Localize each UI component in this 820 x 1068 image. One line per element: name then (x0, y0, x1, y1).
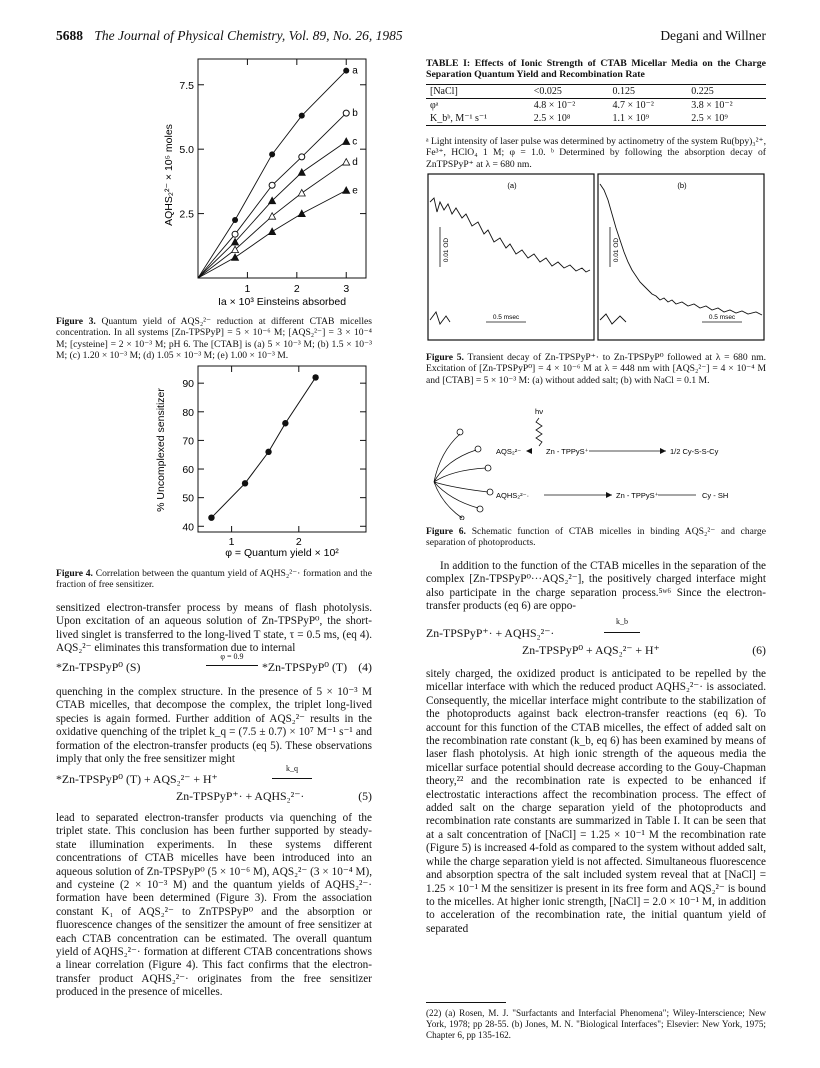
figure3-point-d (343, 159, 350, 166)
eq4-number: (4) (358, 660, 372, 674)
table1-header-cell: <0.025 (533, 86, 562, 97)
table1-title: TABLE I: Effects of Ionic Strength of CTAB Micellar Media on the Charge Separation Quantum Yield and Recombination Rate (426, 58, 766, 81)
figure4-y-tick-label: 80 (182, 406, 194, 419)
table1-cell: 4.7 × 10⁻² (612, 100, 654, 111)
left-body-para3: lead to separated electron-transfer products via quenching of the triplet state. This conclusion has been further supported by steady-state illumination experiments. In these systems different concentrations of CTAB micelles have been introduced into an aqueous solution of Zn-TPSPyP⁰ (5 × 10⁻⁶ M), AQS₂²⁻ (3 × 10⁻⁴ M), and cysteine (2 × 10⁻³ M) and the quantum yields of AQHS₂²⁻· formation have been determined (Figure 3). From the association constant K₁ of AQS₂²⁻ to ZnTPSPyP⁰ and the absorption or fluorescence changes of the sensitizer the amount of free sensitizer at each CTAB concentration can be estimated. The overall quantum yield of AQHS₂²⁻· formation at different CTAB concentrations shows a linear correlation (Figure 4). This fact confirms that the electron-transfer product AQHS₂²⁻· originates from the free sensitizer produced in the presence of micelles. (56, 812, 372, 999)
figure3-y-tick-label: 5.0 (179, 144, 194, 157)
table1 (426, 84, 766, 126)
figure4-point (312, 374, 318, 380)
figure4-caption (56, 568, 372, 591)
figure3-x-label: Ia × 10³ Einsteins absorbed (217, 296, 347, 308)
figure5-panel-a-od-scale: 0.01 OD (443, 237, 450, 263)
figure4-caption-text: Correlation between the quantum yield of AQHS₂²⁻· formation and the fraction of free sensitizer. (56, 568, 372, 591)
table1-header-cell: 0.125 (612, 86, 636, 97)
figure3-curve-a (198, 71, 346, 278)
figure3-curve-c (198, 141, 346, 278)
figure4-x-tick-label: 1 (228, 536, 235, 548)
figure3-point-c (298, 169, 305, 176)
eq6-left: Zn-TPSPyP⁺· + AQHS₂²⁻· (426, 626, 555, 640)
eq4-arrow (206, 665, 258, 666)
figure3-x-tick-label: 2 (293, 283, 300, 295)
figure5-trace-b (600, 184, 762, 315)
figure3-chart (150, 55, 380, 310)
figure5-panel-b (598, 174, 764, 340)
cysteine-label: Cy - SH (702, 491, 729, 500)
figure3-point-a (343, 68, 349, 74)
figure5-panel-b-od-scale: 0.01 OD (613, 237, 620, 263)
half-cystine-label: 1/2 Cy-S-S-Cy (670, 447, 719, 456)
figure3-point-e (343, 187, 350, 194)
figure3-y-tick-label: 2.5 (179, 208, 194, 221)
figure3-frame (198, 59, 366, 278)
footnote-rule (426, 1002, 506, 1003)
figure4-point (282, 420, 288, 426)
figure4-y-tick-label: 60 (182, 464, 194, 477)
figure5-panel-a (428, 174, 594, 340)
figure3-curve-label: b (352, 108, 358, 120)
sensitizer-reduced-label: Zn - TPPyS⁺ (616, 491, 659, 500)
table1-cell: K_bᵇ, M⁻¹ s⁻¹ (430, 113, 488, 124)
eq4-arrow-label: φ = 0.9 (220, 652, 244, 661)
figure5-panel-b-label: (b) (677, 181, 687, 190)
figure4-frame (198, 366, 366, 532)
figure4-fit-line (211, 377, 315, 517)
figure4-y-tick-label: 40 (182, 521, 194, 534)
eq5-number: (5) (358, 789, 372, 803)
figure3-caption-text: Quantum yield of AQS₂²⁻ reduction at different CTAB micelles concentration. In all systems [Zn-TPSPyP] = 5 × 10⁻⁶ M; [AQS₂²⁻] = 3 × 10⁻⁴ M; [cysteine] = 2 × 10⁻³ M; pH 6. The [CTAB] is (a) 5 × 10⁻³ M; (b) 1.5 × 10⁻³ M; (c) 1.20 × 10⁻³ M; (d) 1.05 × 10⁻³ M; (e) 1.00 × 10⁻³ M. (56, 316, 372, 362)
table1-footnote: ᵃ Light intensity of laser pulse was determined by actinometry of the system Ru(bpy)₃²⁺, Fe³⁺, HClO₄ 1 M; φ = 1.0. ᵇ Determined by following the absorption decay of ZnTPSPyP⁺ at λ = 680 nm. (426, 136, 766, 170)
figure3-curve-label: c (352, 136, 358, 148)
equation-5 (56, 764, 372, 806)
light-zigzag-icon (536, 418, 542, 446)
right-body-para2: sitely charged, the oxidized product is anticipated to be repelled by the micellar interface with which the reduced product AQHS₂²⁻· is associated. Consequently, the micellar interface might contribute to the stabilization of the photoproducts against back electron-transfer reactions (eq 6). To account for this function of the CTAB micelles, the effect of added salt on the recombination rate constant (k_b, eq 6) has been examined by means of laser flash photolysis. At high ionic strength of the aqueous media the micellar surface potential should decrease according to the Gouy-Chapman theory,²² and the recombination rate is expected to be enhanced if electrostatic interactions affect the recombination process. The effect of added salt on the charge separation yield of the photoproducts and recombination rate constants are summarized in Table I. It can be seen that at a salt concentration of [NaCl] = 1.25 × 10⁻¹ M the recombination rate (Figure 5) is increased 4-fold as compared to the system without added salt, while the charge separation yield is not affected. Simultaneous fluorescence and absorption spectra of the salt included system reveal that at [NaCl] = 1.25 × 10⁻¹ M the sensitizer is present in its free form and AQS₂²⁻ is bound to the micelles. At higher ionic strength, [NaCl] = 2.0 × 10⁻¹ M, in addition to acceleration of the recombination rate, the initial quantum yield of separated (426, 668, 766, 935)
eq5-arrow (272, 778, 312, 779)
figure4-x-label: φ = Quantum yield × 10² (225, 547, 339, 559)
sensitizer-oxidized-label: Zn - TPPyS⁺ (546, 447, 589, 456)
figure6-caption (426, 526, 766, 549)
aqs-label: AQS₂²⁻ (496, 447, 522, 456)
eq6-arrow (604, 632, 640, 633)
figure3-curve-b (198, 113, 346, 278)
journal-citation: The Journal of Physical Chemistry, Vol. 89, No. 26, 1985 (94, 28, 403, 43)
micelle-fragment (434, 429, 493, 520)
figure3-point-b (269, 182, 275, 188)
figure3-point-e (232, 254, 239, 261)
table1-cell: 1.1 × 10⁹ (612, 113, 650, 124)
figure6-scheme (426, 404, 766, 520)
figure5-caption-label: Figure 5. (426, 352, 464, 363)
figure4-point (242, 480, 248, 486)
table1-header-cell: [NaCl] (430, 86, 458, 97)
figure4-y-tick-label: 90 (182, 378, 194, 391)
table1-cell: 2.5 × 10⁹ (691, 113, 728, 124)
figure3-point-e (269, 228, 276, 235)
figure4-y-label: % Uncomplexed sensitizer (155, 388, 167, 512)
figure3-curve-label: a (352, 65, 358, 77)
figure5-panel-b-time-scale: 0.5 msec (708, 314, 736, 321)
table1-cell: φᵃ (430, 100, 439, 111)
figure4-caption-label: Figure 4. (56, 568, 93, 579)
figure3-point-a (269, 151, 275, 157)
running-header (56, 28, 766, 50)
right-body-para1: In addition to the function of the CTAB micelles in the separation of the complex [Zn-TPSPyP⁰···AQS₂²⁻], the positively charged interface might also participate in the charge separation process.⁵ʷ⁶ Since the electron-transfer products (eq 6) are oppo- (426, 560, 766, 613)
eq5-right: Zn-TPSPyP⁺· + AQHS₂²⁻· (176, 789, 305, 803)
figure4-y-tick-label: 50 (182, 492, 194, 505)
figure3-curve-label: d (352, 157, 358, 169)
table1-row (426, 112, 766, 126)
figure6-caption-label: Figure 6. (426, 526, 466, 537)
figure4-x-tick-label: 2 (295, 536, 302, 548)
figure3-point-e (298, 210, 305, 217)
figure3-point-b (232, 231, 238, 237)
left-body-para2: quenching in the complex structure. In the presence of 5 × 10⁻³ M CTAB micelles, that decompose the complex, the triplet long-lived species is again formed. Further addition of AQS₂²⁻ results in the oxidative quenching of the triplet k_q = (7.5 ± 0.7) × 10⁷ M⁻¹ s⁻¹ and formation of the electron-transfer products (eq 5). These observations imply that only the free sensitizer might (56, 686, 372, 766)
figure3-x-tick-label: 1 (244, 283, 251, 295)
figure4-point (265, 449, 271, 455)
equation-6 (426, 617, 766, 657)
figure3-caption-label: Figure 3. (56, 316, 96, 327)
figure3-point-d (269, 213, 276, 220)
eq6-number: (6) (752, 643, 766, 657)
figure3-point-b (343, 110, 349, 116)
table1-cell: 2.5 × 10⁸ (533, 113, 571, 124)
table1-header-row (426, 85, 766, 99)
figure3-x-tick-label: 3 (343, 283, 350, 295)
eq5-arrow-label: k_q (286, 764, 298, 773)
reference-22: (22) (a) Rosen, M. J. "Surfactants and Interfacial Phenomena"; Wiley-Interscience; New York, 1978; pp 28-55. (b) Jones, M. N. "Biological Interfaces"; Elsevier: New York, 1975; Chapter 6, pp 135-162. (426, 1008, 766, 1040)
figure3-caption (56, 316, 372, 362)
figure5-panel-a-label: (a) (507, 181, 517, 190)
figure5-caption-text: Transient decay of Zn-TPSPyP⁺· to Zn-TPSPyP⁰ followed at λ = 680 nm. Excitation of [Zn-TPSPyP⁰] = 4 × 10⁻⁶ M at λ = 448 nm with [AQS₂²⁻] = 4 × 10⁻⁴ M and [CTAB] = 5 × 10⁻³ M: (a) without added salt; (b) with NaCl = 0.1 M. (426, 352, 766, 386)
figure3-point-d (298, 189, 305, 196)
figure5-traces (426, 172, 766, 344)
figure5-caption (426, 352, 766, 386)
figure3-y-label: AQHS₂²⁻ × 10⁵ moles (163, 124, 175, 226)
left-body-para1: sensitized electron-transfer process by means of flash photolysis. Upon excitation of an aqueous solution of Zn-TPSPyP⁰, the short-lived singlet is transferred to the long-lived T state, τ = 0.5 ms, (eq 4). AQS₂²⁻ eliminates this transformation due to internal (56, 602, 372, 655)
eq6-arrow-label: k_b (616, 617, 628, 626)
figure4-point (208, 514, 214, 520)
table1-container (426, 84, 766, 126)
figure3-y-tick-label: 7.5 (179, 79, 194, 92)
figure4-y-tick-label: 70 (182, 435, 194, 448)
aqhs-label: AQHS₂²⁻· (496, 491, 530, 500)
figure5-panel-a-time-scale: 0.5 msec (492, 314, 520, 321)
table1-cell: 3.8 × 10⁻² (691, 100, 733, 111)
eq6-right: Zn-TPSPyP⁰ + AQS₂²⁻ + H⁺ (522, 643, 660, 657)
hv-label: hν (535, 407, 543, 416)
figure3-point-a (299, 113, 305, 119)
eq5-left: *Zn-TPSPyP⁰ (T) + AQS₂²⁻ + H⁺ (56, 772, 218, 786)
figure3-point-b (299, 154, 305, 160)
figure6-caption-text: Schematic function of CTAB micelles in binding AQS₂²⁻ and charge separation of photoproducts. (426, 526, 766, 549)
figure3-curve-d (198, 162, 346, 278)
figure4-chart (150, 362, 380, 560)
table1-cell: 4.8 × 10⁻² (533, 100, 576, 111)
figure3-curve-label: e (352, 185, 358, 197)
table1-row (426, 99, 766, 113)
figure5-trace-a (430, 198, 590, 272)
header-authors: Degani and Willner (660, 28, 766, 43)
figure3-point-c (343, 138, 350, 145)
page-number: 5688 (56, 28, 83, 43)
eq4-right: *Zn-TPSPyP⁰ (T) (262, 660, 348, 674)
table1-header-cell: 0.225 (691, 86, 714, 97)
equation-4 (56, 652, 372, 678)
eq4-left: *Zn-TPSPyP⁰ (S) (56, 660, 141, 674)
figure3-point-a (232, 217, 238, 223)
